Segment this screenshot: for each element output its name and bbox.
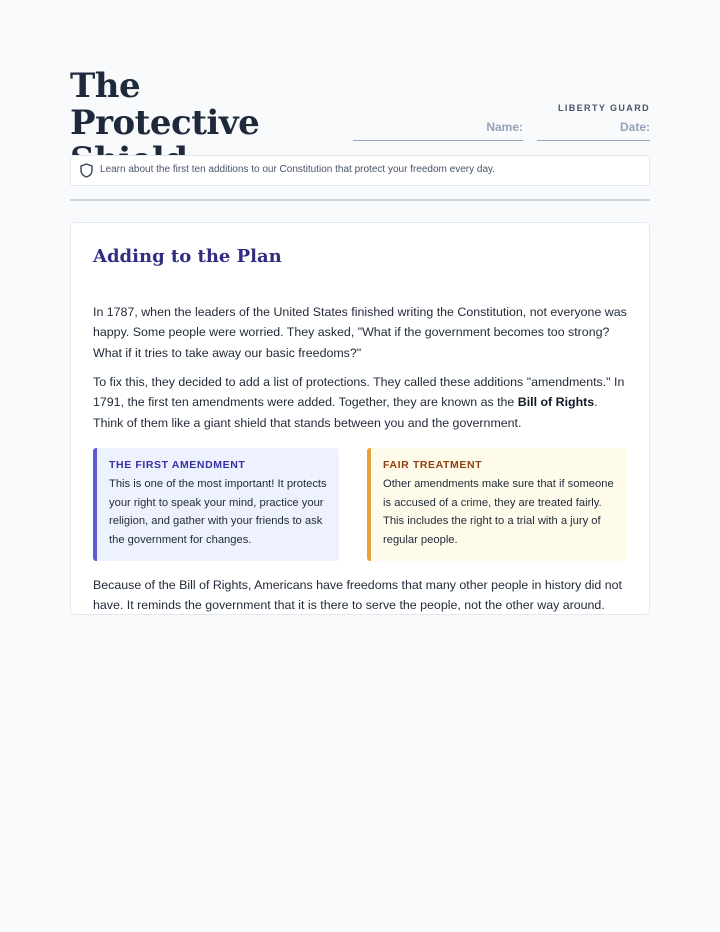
paragraph-text: To fix this, they decided to add a list of protections. They called these additions "amendments." In 1791, the first ten amendments were added. Together, they are known as the [93, 375, 625, 410]
callout-text: Other amendments make sure that if someone is accused of a crime, they are treated fairly. This includes the right to a trial with a jury of regular people. [383, 478, 614, 546]
callout-first-amendment [93, 448, 339, 561]
paragraph-text: . Think of them like a giant shield that stands between you and the government. [93, 395, 598, 430]
date-field[interactable]: Date: [537, 120, 650, 141]
intro-text: Learn about the first ten additions to our Constitution that protect your freedom every day. [100, 164, 496, 175]
paragraph-conclusion: Because of the Bill of Rights, Americans have freedoms that many other people in history did not have. It reminds the government that it is there to serve the people, not the other way around. [93, 578, 622, 613]
page-title: The Protective [70, 66, 260, 143]
callout-title: FAIR TREATMENT [383, 459, 483, 471]
divider [70, 199, 650, 201]
header [70, 68, 650, 148]
section-title: Adding to the Plan [93, 246, 282, 267]
intro-banner [70, 155, 650, 186]
bill-of-rights-term: Bill of Rights [517, 395, 595, 410]
brand-label: LIBERTY GUARD [557, 103, 650, 113]
callout-title: THE FIRST AMENDMENT [109, 459, 246, 471]
name-field[interactable]: Name: [353, 120, 523, 141]
content-card [70, 222, 650, 615]
callout-text: This is one of the most important! It protects your right to speak your mind, practice your religion, and gather with your friends to ask the government for changes. [109, 478, 327, 546]
paragraph-amendments [93, 372, 627, 433]
shield-icon [80, 163, 93, 178]
callout-fair-treatment [367, 448, 627, 561]
paragraph-history: In 1787, when the leaders of the United States finished writing the Constitution, not everyone was happy. Some people were worried. They asked, "What if the government becomes too strong? What if it tries to take away our basic freedoms?" [93, 305, 627, 360]
